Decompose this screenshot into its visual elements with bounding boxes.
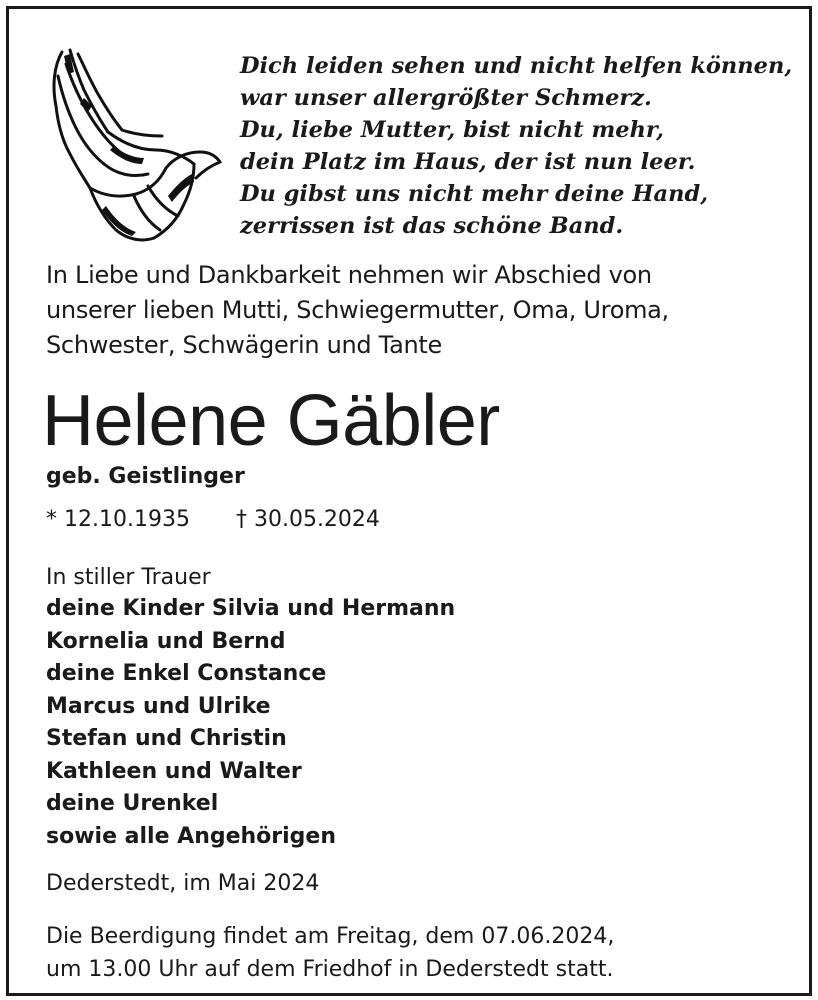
mourners-lead: In stiller Trauer	[46, 565, 211, 590]
mourners-list	[46, 562, 786, 853]
intro-line: Schwester, Schwägerin und Tante	[46, 331, 442, 359]
mourner-row: deine Urenkel	[46, 791, 219, 816]
place-and-date: Dederstedt, im Mai 2024	[46, 871, 320, 896]
poem-line: Dich leiden sehen und nicht helfen können,	[240, 53, 793, 79]
mourner-row: sowie alle Angehörigen	[46, 823, 337, 849]
praying-hands-icon	[44, 46, 224, 242]
deceased-name: Helene Gäbler	[42, 381, 500, 461]
death-date: † 30.05.2024	[235, 507, 380, 532]
mourner-row: Kathleen und Walter	[46, 758, 302, 784]
funeral-line: um 13.00 Uhr auf dem Friedhof in Dederstedt statt.	[46, 957, 614, 982]
mourner-row: deine Enkel Constance	[46, 661, 327, 686]
poem-line: Du gibst uns nicht mehr deine Hand,	[240, 181, 709, 207]
maiden-name: geb. Geistlinger	[46, 464, 245, 489]
mourner-row: Marcus und Ulrike	[46, 693, 271, 719]
intro-line: unserer lieben Mutti, Schwiegermutter, Oma, Uroma,	[46, 296, 669, 324]
poem-line: zerrissen ist das schöne Band.	[240, 213, 624, 239]
poem	[240, 50, 800, 242]
intro-text	[46, 258, 786, 363]
funeral-line: Die Beerdigung findet am Freitag, dem 07.06.2024,	[46, 924, 615, 949]
life-dates	[46, 504, 380, 536]
mourner-row: Kornelia und Bernd	[46, 628, 286, 654]
poem-line: war unser allergrößter Schmerz.	[240, 85, 652, 111]
mourner-row: deine Kinder Silvia und Hermann	[46, 596, 456, 621]
funeral-notice	[46, 920, 796, 986]
mourner-row: Stefan und Christin	[46, 726, 287, 751]
poem-line: Du, liebe Mutter, bist nicht mehr,	[240, 117, 664, 143]
birth-date: * 12.10.1935	[46, 507, 190, 532]
intro-line: In Liebe und Dankbarkeit nehmen wir Abschied von	[46, 261, 652, 289]
poem-line: dein Platz im Haus, der ist nun leer.	[240, 149, 696, 175]
